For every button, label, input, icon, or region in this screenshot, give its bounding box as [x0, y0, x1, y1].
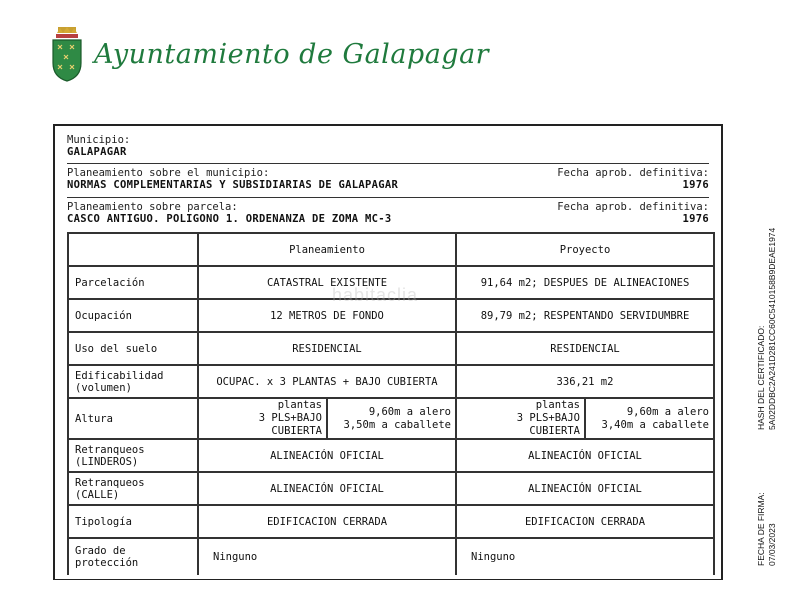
fecha-firma [756, 492, 778, 566]
cell-planeamiento: RESIDENCIAL [198, 332, 456, 365]
firma-label: FECHA DE FIRMA: [756, 492, 766, 566]
cell-proyecto: ALINEACIÓN OFICIAL [456, 439, 714, 472]
cell-proyecto-altura [456, 398, 714, 439]
column-header-proyecto: Proyecto [456, 233, 714, 266]
firma-value: 07/03/2023 [767, 523, 777, 566]
planeamiento-parcela-value: CASCO ANTIGUO. POLIGONO 1. ORDENANZA DE ZOMA MC-3 [67, 213, 392, 225]
cell-planeamiento: ALINEACIÓN OFICIAL [198, 439, 456, 472]
hash-label: HASH DEL CERTIFICADO: [756, 325, 766, 430]
cell-planeamiento-altura [198, 398, 456, 439]
table-row [68, 505, 714, 538]
cell-proyecto: 336,21 m2 [456, 365, 714, 398]
cell-proyecto: 89,79 m2; RESPENTANDO SERVIDUMBRE [456, 299, 714, 332]
fecha-aprob-label: Fecha aprob. definitiva: [557, 167, 709, 179]
fecha-aprob-value: 1976 [682, 213, 709, 225]
table-row [68, 538, 714, 575]
municipio-value: GALAPAGAR [67, 146, 127, 158]
cell-planeamiento: ALINEACIÓN OFICIAL [198, 472, 456, 505]
column-header-planeamiento: Planeamiento [198, 233, 456, 266]
table-row [68, 332, 714, 365]
watermark: habitaclia [332, 285, 419, 305]
table-row [68, 365, 714, 398]
table-row [68, 439, 714, 472]
planeamiento-municipio-label: Planeamiento sobre el municipio: [67, 167, 270, 179]
table-header-row [68, 233, 714, 266]
row-label: Grado de protección [68, 538, 198, 575]
fecha-aprob-label: Fecha aprob. definitiva: [557, 201, 709, 213]
altura-alero: 9,60m a alero [626, 405, 709, 418]
row-label: Uso del suelo [68, 332, 198, 365]
letterhead [50, 24, 489, 84]
hash-value: 5A02DDBC2A241D281CC60C5410158B9DEAE1974 [767, 227, 777, 430]
altura-plantas: plantas [277, 399, 322, 411]
row-label: Parcelación [68, 266, 198, 299]
cell-planeamiento: 12 METROS DE FONDO [198, 299, 456, 332]
cell-planeamiento: OCUPAC. x 3 PLANTAS + BAJO CUBIERTA [198, 365, 456, 398]
cell-proyecto: ALINEACIÓN OFICIAL [456, 472, 714, 505]
cell-planeamiento: CATASTRAL EXISTENTE [198, 266, 456, 299]
cell-proyecto: Ninguno [456, 538, 714, 575]
row-label: Ocupación [68, 299, 198, 332]
planeamiento-parcela-block [67, 201, 709, 225]
town-name: Ayuntamiento de Galapagar [94, 38, 490, 70]
cell-proyecto: EDIFICACION CERRADA [456, 505, 714, 538]
hash-certificado [756, 228, 778, 430]
altura-plantas-value: 3 PLS+BAJO CUBIERTA [516, 412, 580, 437]
cell-proyecto: 91,64 m2; DESPUES DE ALINEACIONES [456, 266, 714, 299]
planeamiento-parcela-label: Planeamiento sobre parcela: [67, 201, 238, 213]
divider [67, 197, 709, 198]
cell-planeamiento: EDIFICACION CERRADA [198, 505, 456, 538]
cell-planeamiento: Ninguno [198, 538, 456, 575]
row-label: Retranqueos (LINDEROS) [68, 439, 198, 472]
fecha-aprob-value: 1976 [682, 179, 709, 191]
urban-planning-certificate [53, 124, 723, 580]
table-row-altura [68, 398, 714, 439]
divider [67, 163, 709, 164]
cell-proyecto: RESIDENCIAL [456, 332, 714, 365]
municipio-block [67, 134, 709, 158]
row-label: Retranqueos (CALLE) [68, 472, 198, 505]
parameters-table [67, 232, 715, 575]
row-label: Tipología [68, 505, 198, 538]
planeamiento-municipio-block [67, 167, 709, 191]
altura-plantas-value: 3 PLS+BAJO CUBIERTA [258, 412, 322, 437]
row-label: Edificabilidad (volumen) [68, 365, 198, 398]
coat-of-arms-icon [50, 25, 84, 83]
municipio-label: Municipio: [67, 134, 131, 146]
altura-caballete: 3,50m a caballete [343, 418, 451, 431]
altura-plantas: plantas [535, 399, 580, 411]
row-label: Altura [68, 398, 198, 439]
table-row [68, 472, 714, 505]
planeamiento-municipio-value: NORMAS COMPLEMENTARIAS Y SUBSIDIARIAS DE GALAPAGAR [67, 179, 399, 191]
altura-alero: 9,60m a alero [368, 405, 451, 418]
altura-caballete: 3,40m a caballete [601, 418, 709, 431]
